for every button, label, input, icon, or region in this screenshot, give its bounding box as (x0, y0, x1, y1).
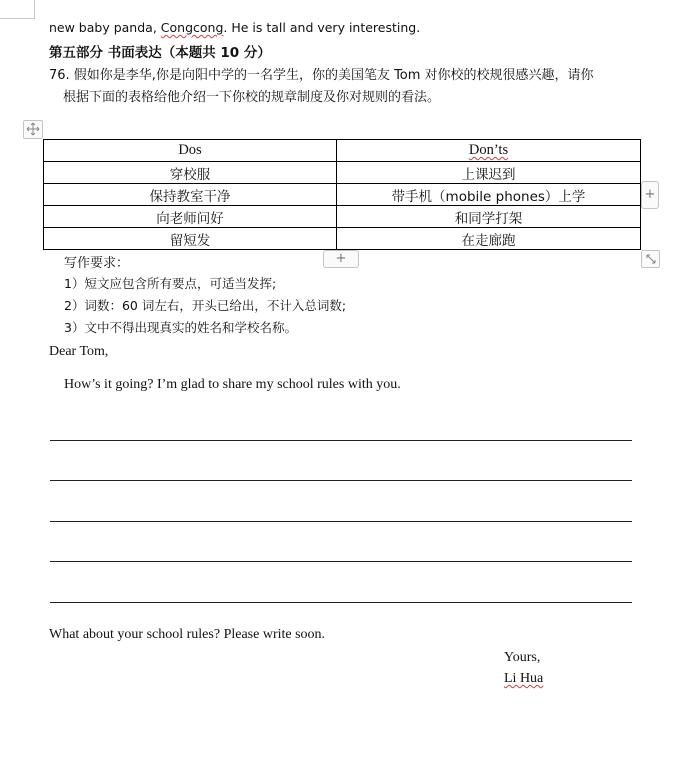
requirement-item: 3）文中不得出现真实的姓名和学校名称。 (64, 320, 297, 335)
plus-icon: + (335, 251, 347, 266)
requirements-title: 写作要求： (64, 256, 130, 271)
intro-prefix: new baby panda, (49, 20, 161, 35)
question-line-2: 根据下面的表格给他介绍一下你校的规章制度及你对规则的看法。 (63, 90, 441, 105)
question-line-1: 76. 假如你是李华,你是向阳中学的一名学生，你的美国笔友 Tom 对你校的校规很感兴趣，请你 (49, 68, 594, 83)
table-resize-handle[interactable] (641, 250, 660, 268)
table-cell: 保持教室干净 (44, 184, 337, 206)
table-row (44, 162, 641, 184)
header-dos: Dos (44, 140, 337, 162)
requirement-item: 1）短文应包含所有要点，可适当发挥; (64, 276, 277, 291)
letter-greeting: Dear Tom, (49, 344, 109, 359)
letter-sign-off: Yours, (504, 650, 541, 665)
header-donts (337, 140, 641, 162)
table-cell: 带手机（mobile phones）上学 (337, 184, 641, 206)
page-corner-mark (0, 0, 35, 19)
add-row-button[interactable] (323, 250, 359, 268)
resize-icon (645, 253, 657, 265)
writing-line (50, 521, 632, 522)
table-cell: 向老师问好 (44, 206, 337, 228)
table-cell: 在走廊跑 (337, 228, 641, 250)
writing-line (50, 440, 632, 441)
table-move-handle[interactable] (23, 120, 43, 139)
rules-table (43, 139, 641, 250)
letter-opening: How’s it going? I’m glad to share my school rules with you. (64, 377, 401, 392)
writing-line (50, 480, 632, 481)
plus-icon: + (644, 187, 656, 202)
intro-text-line (49, 20, 420, 35)
spell-flagged-name: Congcong (160, 20, 224, 35)
intro-suffix: . He is tall and very interesting. (223, 20, 421, 35)
table-cell: 和同学打架 (337, 206, 641, 228)
table-cell: 上课迟到 (337, 162, 641, 184)
table-cell: 穿校服 (44, 162, 337, 184)
signature-text: Li Hua (504, 671, 544, 686)
writing-line (50, 561, 632, 562)
move-icon (26, 122, 40, 136)
requirement-item: 2）词数：60 词左右，开头已给出，不计入总词数; (64, 298, 347, 313)
table-row (44, 206, 641, 228)
table-row (44, 184, 641, 206)
table-cell: 留短发 (44, 228, 337, 250)
letter-signature (504, 671, 543, 687)
table-row (44, 228, 641, 250)
table-header-row (44, 140, 641, 162)
letter-closing-line: What about your school rules? Please write soon. (49, 627, 326, 642)
writing-line (50, 602, 632, 603)
section-heading: 第五部分 书面表达（本题共 10 分） (49, 45, 271, 61)
header-donts-text: Don’ts (468, 142, 509, 158)
add-column-button[interactable] (641, 181, 659, 209)
